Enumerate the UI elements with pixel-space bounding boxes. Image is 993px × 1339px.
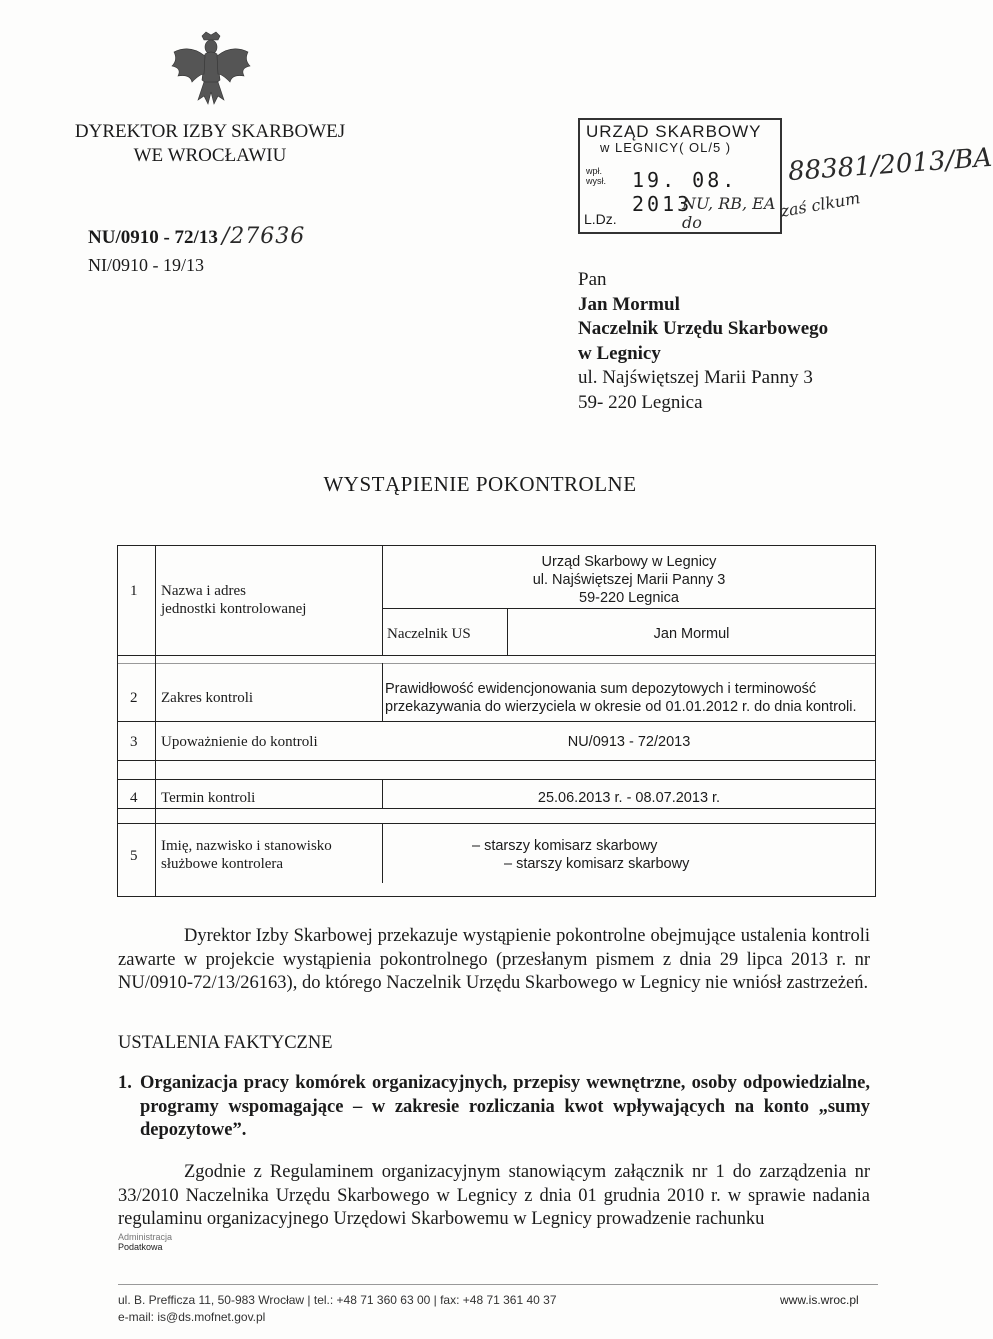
row-label: Zakres kontroli [161, 690, 254, 706]
row-label: Termin kontroli [161, 790, 256, 806]
authority-line-1: DYREKTOR IZBY SKARBOWEJ [74, 121, 346, 142]
authority-line-2: WE WROCŁAWIU [133, 145, 287, 166]
row-label-line: Imię, nazwisko i stanowisko [161, 838, 332, 854]
unit-postal: 59-220 Legnica [579, 590, 679, 606]
recipient-salutation: Pan [578, 269, 607, 290]
receipt-stamp [578, 118, 782, 234]
footer-logo [118, 1232, 172, 1252]
table-rule [117, 896, 876, 897]
reference-number [88, 224, 305, 249]
footer-address: ul. B. Prefficza 11, 50-983 Wrocław | tel.: +48 71 360 63 00 | fax: +48 71 361 40 37 [118, 1293, 557, 1307]
reference-handwritten: /27636 [221, 224, 306, 249]
table-rule [117, 721, 876, 722]
numbered-heading [118, 1072, 870, 1143]
recipient-city: w Legnicy [578, 342, 661, 364]
scope-line: Prawidłowość ewidencjonowania sum depozytowych i terminowość [385, 681, 817, 697]
inspector-line: – starszy komisarz skarbowy [472, 838, 658, 854]
recipient-postal: 59- 220 Legnica [578, 391, 703, 413]
control-scope [385, 680, 875, 716]
row-label-line: jednostki kontrolowanej [161, 601, 307, 617]
table-rule [155, 545, 156, 897]
reference-main: NU/0910 - 72/13 [88, 227, 218, 248]
stamp-handwritten-route: NU, RB, EA do [682, 194, 776, 232]
inspector-line: – starszy komisarz skarbowy [504, 856, 690, 872]
controlled-unit [382, 553, 876, 607]
table-rule [117, 655, 876, 656]
handwritten-registry-number: 88381/2013/BA [787, 142, 993, 188]
table-rule [117, 545, 118, 897]
head-label: Naczelnik US [387, 626, 471, 642]
recipient-street: ul. Najświętszej Marii Panny 3 [578, 367, 813, 388]
table-rule [382, 823, 383, 883]
eagle-emblem-icon [168, 30, 254, 114]
table-rule [117, 663, 876, 664]
table-rule [382, 663, 383, 721]
row-label-line: Nazwa i adres [161, 583, 246, 599]
row-label [161, 582, 381, 618]
row-number: 4 [130, 790, 138, 806]
intro-paragraph: Dyrektor Izby Skarbowej przekazuje wystąpienie pokontrolne obejmujące ustalenia kontroli zawarte w projekcie wystąpienia pokontrolnego (przesłanym pismem z dnia 29 lipca 2013 r. nr NU/0910-72/13/26163), do którego Naczelnik Urzędu Skarbowego w Legnicy nie wniósł zastrzeżeń. [118, 926, 870, 993]
authorization-number: NU/0913 - 72/2013 [567, 734, 691, 750]
item-number: 1. [118, 1073, 132, 1093]
body-paragraph: Zgodnie z Regulaminem organizacyjnym stanowiącym załącznik nr 1 do zarządzenia nr 33/2010 Naczelnika Urzędu Skarbowego w Legnicy z dnia 01 grudnia 2010 r. w sprawie nadania regulaminu organizacyjnego Urzędowi Skarbowemu w Legnicy prowadzenie rachunku [118, 1162, 870, 1229]
row-number: 5 [130, 848, 138, 864]
section-heading: USTALENIA FAKTYCZNE [118, 1033, 333, 1053]
head-name: Jan Mormul [653, 626, 730, 642]
table-rule [117, 808, 876, 809]
footer-logo-line: Podatkowa [118, 1242, 163, 1252]
row-number: 2 [130, 690, 138, 706]
row-label: Upoważnienie do kontroli [161, 734, 318, 750]
scope-line: przekazywania do wierzyciela w okresie od 01.01.2012 r. do dnia kontroli. [385, 699, 857, 715]
stamp-wysl-label: wysł. [586, 176, 606, 186]
stamp-date: 19. 08. 2013 [632, 168, 738, 216]
table-rule [117, 760, 876, 761]
row-number: 1 [130, 583, 138, 599]
footer-logo-line: Administracja [118, 1232, 173, 1242]
footer-website: www.is.wroc.pl [780, 1293, 859, 1307]
unit-name: Urząd Skarbowy w Legnicy [541, 554, 717, 570]
table-rule [382, 608, 876, 609]
stamp-labels [586, 166, 606, 186]
table-rule [117, 545, 876, 546]
stamp-wpl-label: wpł. [586, 166, 603, 176]
issuing-authority [40, 120, 380, 168]
recipient-name: Jan Mormul [578, 293, 680, 315]
footer-divider [118, 1284, 878, 1285]
item-heading-text: Organizacja pracy komórek organizacyjnych, przepisy wewnętrzne, osoby odpowiedzialne, programy wspomagające – w zakresie rozliczania kwot wpływających na konto „sumy depozytowe”. [140, 1073, 870, 1140]
row-label-line: służbowe kontrolera [161, 856, 284, 872]
recipient-position: Naczelnik Urzędu Skarbowego [578, 318, 829, 339]
table-rule [117, 823, 876, 824]
footer-email: e-mail: is@ds.mofnet.gov.pl [118, 1310, 266, 1324]
unit-street: ul. Najświętszej Marii Panny 3 [532, 572, 726, 588]
document-title: WYSTĄPIENIE POKONTROLNE [323, 472, 637, 496]
row-number: 3 [130, 734, 138, 750]
table-rule [117, 779, 876, 780]
row-label [161, 837, 381, 873]
stamp-subtitle: w LEGNICY( OL/5 ) [600, 140, 732, 155]
stamp-title: URZĄD SKARBOWY [586, 122, 762, 141]
handwritten-decree: zaś clkum [778, 188, 862, 221]
control-period: 25.06.2013 r. - 08.07.2013 r. [537, 790, 721, 806]
control-info-table [117, 545, 876, 897]
reference-secondary: NI/0910 - 19/13 [88, 255, 204, 275]
stamp-ldz-label: L.Dz. [584, 211, 617, 227]
inspectors [472, 837, 872, 873]
recipient-address [578, 268, 828, 415]
